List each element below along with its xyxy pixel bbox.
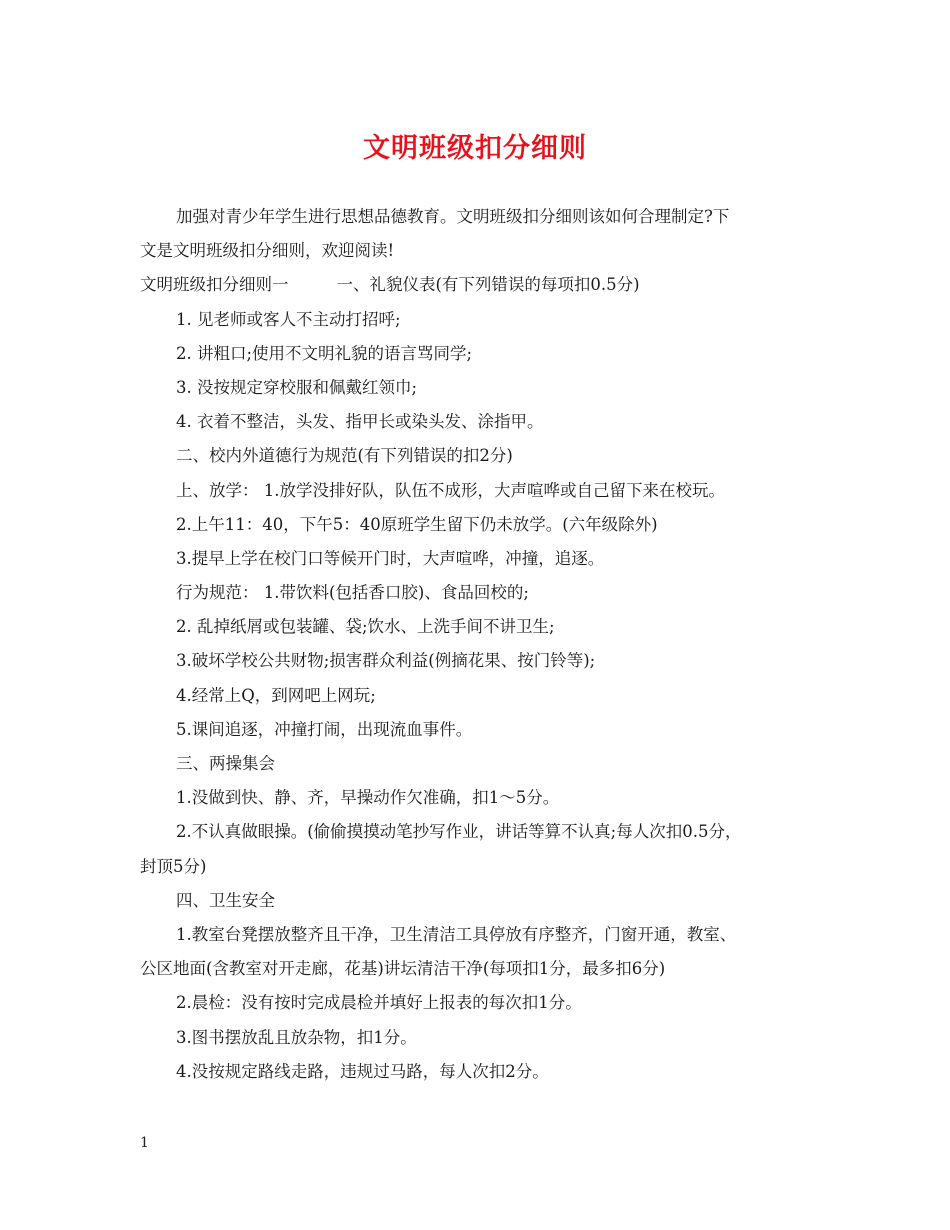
list-item: 2.晨检：没有按时完成晨检并填好上报表的每次扣1分。	[176, 993, 582, 1013]
list-item-continuation: 公区地面(含教室对开走廊，花基)讲坛清洁干净(每项扣1分，最多扣6分)	[140, 959, 666, 979]
section-heading-line	[140, 268, 820, 302]
list-item: 4.经常上Q，到网吧上网玩;	[176, 685, 376, 705]
list-item: 1.没做到快、静、齐，早操动作欠准确，扣1～5分。	[176, 788, 560, 808]
list-item: 1.教室台凳摆放整齐且干净，卫生清洁工具停放有序整齐，门窗开通，教室、	[176, 924, 737, 944]
list-item: 2. 讲粗口;使用不文明礼貌的语言骂同学;	[176, 343, 473, 363]
section-heading-3: 三、两操集会	[176, 754, 275, 773]
section-heading-1: 一、礼貌仪表(有下列错误的每项扣0.5分)	[336, 275, 640, 295]
section-heading-2: 二、校内外道德行为规范(有下列错误的扣2分)	[176, 446, 513, 466]
list-item: 1. 见老师或客人不主动打招呼;	[176, 309, 401, 329]
list-item: 2.上午11：40，下午5：40原班学生留下仍未放学。(六年级除外)	[176, 514, 658, 534]
list-item: 3.提早上学在校门口等候开门时，大声喧哗，冲撞，追逐。	[176, 548, 605, 568]
intro-line: 加强对青少年学生进行思想品德教育。文明班级扣分细则该如何合理制定?下	[176, 207, 730, 226]
list-item: 3.破坏学校公共财物;损害群众利益(例摘花果、按门铃等);	[176, 651, 596, 671]
list-item: 3.图书摆放乱且放杂物，扣1分。	[176, 1027, 417, 1047]
section-heading-4: 四、卫生安全	[176, 890, 275, 910]
intro-line: 文是文明班级扣分细则，欢迎阅读!	[140, 241, 395, 261]
document-body	[140, 200, 820, 1089]
list-item: 行为规范： 1.带饮料(包括香口胶)、食品回校的;	[176, 583, 529, 603]
list-item: 5.课间追逐，冲撞打闹，出现流血事件。	[176, 719, 473, 739]
list-item: 4.没按规定路线走路，违规过马路，每人次扣2分。	[176, 1061, 549, 1081]
list-item: 2.不认真做眼操。(偷偷摸摸动笔抄写作业，讲话等算不认真;每人次扣0.5分，	[176, 822, 742, 842]
list-item: 上、放学： 1.放学没排好队，队伍不成形，大声喧哗或自己留下来在校玩。	[176, 480, 725, 500]
list-item-continuation: 封顶5分)	[140, 856, 207, 876]
section-label: 文明班级扣分细则一	[140, 275, 289, 295]
list-item: 3. 没按规定穿校服和佩戴红领巾;	[176, 377, 418, 397]
document-title: 文明班级扣分细则	[363, 133, 587, 164]
page-number: 1	[140, 1135, 149, 1151]
list-item: 2. 乱掉纸屑或包装罐、袋;饮水、上洗手间不讲卫生;	[176, 617, 555, 637]
list-item: 4. 衣着不整洁，头发、指甲长或染头发、涂指甲。	[176, 412, 544, 432]
